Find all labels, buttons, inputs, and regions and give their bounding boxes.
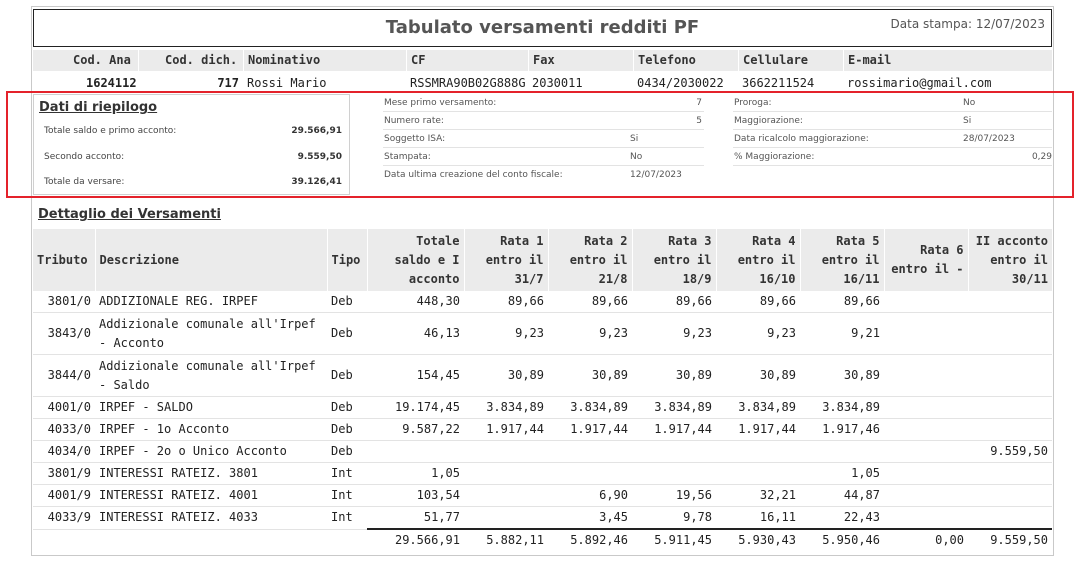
cell-descrizione: IRPEF - SALDO: [95, 397, 327, 419]
cell-r1: 30,89: [464, 355, 548, 397]
cell-descrizione: Addizionale comunale all'Irpef - Saldo: [95, 355, 327, 397]
cell-r6: [884, 291, 968, 313]
cell-empty: [327, 529, 367, 550]
total-r2: 5.892,46: [548, 529, 632, 550]
cell-r3: 9,78: [632, 507, 716, 530]
info-label: Mese primo versamento:: [384, 98, 497, 108]
th-rata5: Rata 5 entro il 16/11: [800, 229, 884, 291]
cell-totale: 9.587,22: [367, 419, 464, 441]
cell-descrizione: IRPEF - 1o Acconto: [95, 419, 327, 441]
cell-r2: 3,45: [548, 507, 632, 530]
table-row: [33, 419, 1052, 441]
cell-r4: 9,23: [716, 313, 800, 355]
cell-acc2: [968, 507, 1052, 530]
cell-empty: [95, 529, 327, 550]
cell-r4: 3.834,89: [716, 397, 800, 419]
divider: [733, 111, 1052, 112]
col-cf: CF: [407, 50, 529, 71]
col-cod-ana: Cod. Ana: [69, 50, 139, 71]
cell-r5: 9,21: [800, 313, 884, 355]
total-totale: 29.566,91: [367, 529, 464, 550]
cell-tipo: Deb: [327, 313, 367, 355]
total-r6: 0,00: [884, 529, 968, 550]
title-box: [33, 9, 1052, 47]
cell-r1: [464, 485, 548, 507]
cell-r6: [884, 441, 968, 463]
cell-acc2: 9.559,50: [968, 441, 1052, 463]
cell-totale: 154,45: [367, 355, 464, 397]
info-value: No: [630, 152, 643, 162]
table-row: [33, 313, 1052, 355]
summary-label: Totale saldo e primo acconto:: [44, 126, 177, 136]
table-row: [33, 291, 1052, 313]
cell-tipo: Deb: [327, 441, 367, 463]
info-label: % Maggiorazione:: [734, 152, 815, 162]
cell-totale: 1,05: [367, 463, 464, 485]
cell-acc2: [968, 419, 1052, 441]
cell-r3: [632, 441, 716, 463]
cell-r6: [884, 463, 968, 485]
cell-r3: 19,56: [632, 485, 716, 507]
th-rata6: Rata 6 entro il -: [884, 229, 968, 291]
cell-r3: 1.917,44: [632, 419, 716, 441]
cell-acc2: [968, 463, 1052, 485]
info-header-row: [33, 50, 1052, 71]
cell-tributo: 3843/0: [33, 313, 95, 355]
col-cellulare: Cellulare: [739, 50, 844, 71]
cell-r5: [800, 441, 884, 463]
info-value: Si: [963, 116, 972, 126]
summary-value: 9.559,50: [297, 152, 342, 162]
th-rata1: Rata 1 entro il 31/7: [464, 229, 548, 291]
cell-tributo: 3801/0: [33, 291, 95, 313]
th-rata4: Rata 4 entro il 16/10: [716, 229, 800, 291]
cell-acc2: [968, 313, 1052, 355]
cell-tributo: 4034/0: [33, 441, 95, 463]
info-value: 28/07/2023: [963, 134, 1015, 144]
summary-value: 29.566,91: [291, 126, 342, 136]
table-row: [33, 507, 1052, 530]
cell-r1: 1.917,44: [464, 419, 548, 441]
divider: [733, 165, 1052, 166]
cell-acc2: [968, 291, 1052, 313]
info-value: 0,29: [1031, 152, 1052, 162]
cell-r4: 16,11: [716, 507, 800, 530]
print-date: Data stampa: 12/07/2023: [890, 17, 1045, 31]
cell-totale: 51,77: [367, 507, 464, 530]
cell-tipo: Deb: [327, 397, 367, 419]
cell-tipo: Deb: [327, 419, 367, 441]
cell-r2: [548, 441, 632, 463]
cell-r6: [884, 355, 968, 397]
cell-r4: 89,66: [716, 291, 800, 313]
cell-r6: [884, 419, 968, 441]
th-descrizione: Descrizione: [95, 229, 327, 291]
cell-r4: 32,21: [716, 485, 800, 507]
total-r1: 5.882,11: [464, 529, 548, 550]
cell-r2: [548, 463, 632, 485]
val-cod-ana: 1624112: [86, 76, 137, 90]
cell-tributo: 4033/9: [33, 507, 95, 530]
cell-r3: 30,89: [632, 355, 716, 397]
divider: [383, 165, 704, 166]
payments-table: [33, 229, 1052, 550]
table-row: [33, 397, 1052, 419]
cell-r2: 9,23: [548, 313, 632, 355]
val-fax: 2030011: [532, 76, 583, 90]
cell-tributo: 3844/0: [33, 355, 95, 397]
cell-r1: [464, 507, 548, 530]
cell-r1: [464, 463, 548, 485]
val-cod-dich: 717: [217, 76, 239, 90]
table-row: [33, 355, 1052, 397]
info-value: 12/07/2023: [630, 170, 682, 180]
info-label: Numero rate:: [384, 116, 444, 126]
page-title: Tabulato versamenti redditi PF: [385, 17, 700, 38]
cell-acc2: [968, 485, 1052, 507]
total-r4: 5.930,43: [716, 529, 800, 550]
col-cod-dich: Cod. dich.: [139, 50, 244, 71]
cell-r4: 30,89: [716, 355, 800, 397]
cell-r1: 89,66: [464, 291, 548, 313]
cell-r2: 1.917,44: [548, 419, 632, 441]
cell-r5: 22,43: [800, 507, 884, 530]
cell-r2: 6,90: [548, 485, 632, 507]
cell-r3: 3.834,89: [632, 397, 716, 419]
col-email: E-mail: [848, 53, 892, 67]
info-value: Si: [630, 134, 639, 144]
info-label: Data ricalcolo maggiorazione:: [734, 134, 869, 144]
cell-r1: 9,23: [464, 313, 548, 355]
cell-r3: [632, 463, 716, 485]
th-tributo: Tributo: [33, 229, 95, 291]
cell-r2: 3.834,89: [548, 397, 632, 419]
info-label: Proroga:: [734, 98, 772, 108]
totals-row: [33, 529, 1052, 550]
info-values-row: [33, 73, 1052, 93]
summary-value: 39.126,41: [291, 177, 342, 187]
cell-tipo: Deb: [327, 355, 367, 397]
info-label: Maggiorazione:: [734, 116, 803, 126]
divider: [733, 129, 1052, 130]
cell-tributo: 4033/0: [33, 419, 95, 441]
cell-acc2: [968, 397, 1052, 419]
cell-tributo: 4001/0: [33, 397, 95, 419]
table-row: [33, 485, 1052, 507]
summary-label: Secondo acconto:: [44, 152, 125, 162]
val-cf: RSSMRA90B02G888G: [410, 76, 526, 90]
info-label: Stampata:: [384, 152, 431, 162]
table-row: [33, 441, 1052, 463]
cell-r6: [884, 397, 968, 419]
cell-r5: 1.917,46: [800, 419, 884, 441]
col-telefono: Telefono: [634, 50, 739, 71]
divider: [383, 147, 704, 148]
cell-tipo: Int: [327, 507, 367, 530]
cell-r5: 30,89: [800, 355, 884, 397]
cell-r3: 89,66: [632, 291, 716, 313]
total-r3: 5.911,45: [632, 529, 716, 550]
th-tipo: Tipo: [327, 229, 367, 291]
info-value: 7: [696, 98, 702, 108]
th-rata3: Rata 3 entro il 18/9: [632, 229, 716, 291]
cell-r3: 9,23: [632, 313, 716, 355]
cell-empty: [33, 529, 95, 550]
cell-tipo: Deb: [327, 291, 367, 313]
cell-descrizione: ADDIZIONALE REG. IRPEF: [95, 291, 327, 313]
cell-totale: 46,13: [367, 313, 464, 355]
cell-r2: 89,66: [548, 291, 632, 313]
val-telefono: 0434/2030022: [637, 76, 724, 90]
divider: [383, 129, 704, 130]
info-value: No: [963, 98, 976, 108]
cell-tributo: 3801/9: [33, 463, 95, 485]
th-rata2: Rata 2 entro il 21/8: [548, 229, 632, 291]
cell-r6: [884, 507, 968, 530]
divider: [383, 111, 704, 112]
cell-tipo: Int: [327, 463, 367, 485]
th-totale: Totale saldo e I acconto: [367, 229, 464, 291]
total-r5: 5.950,46: [800, 529, 884, 550]
cell-acc2: [968, 355, 1052, 397]
cell-descrizione: IRPEF - 2o o Unico Acconto: [95, 441, 327, 463]
cell-r6: [884, 313, 968, 355]
cell-tipo: Int: [327, 485, 367, 507]
cell-totale: [367, 441, 464, 463]
val-nominativo: Rossi Mario: [247, 76, 327, 90]
cell-descrizione: Addizionale comunale all'Irpef - Acconto: [95, 313, 327, 355]
cell-r5: 89,66: [800, 291, 884, 313]
cell-r2: 30,89: [548, 355, 632, 397]
col-nominativo: Nominativo: [244, 50, 407, 71]
cell-descrizione: INTERESSI RATEIZ. 3801: [95, 463, 327, 485]
total-acc2: 9.559,50: [968, 529, 1052, 550]
col-fax: Fax: [529, 50, 634, 71]
val-cellulare: 3662211524: [742, 76, 815, 90]
cell-r5: 44,87: [800, 485, 884, 507]
cell-r5: 1,05: [800, 463, 884, 485]
cell-r1: [464, 441, 548, 463]
val-email: rossimario@gmail.com: [847, 76, 992, 90]
cell-r4: [716, 463, 800, 485]
table-row: [33, 463, 1052, 485]
table-header-row: [33, 229, 1052, 291]
summary-title: Dati di riepilogo: [39, 100, 158, 115]
cell-r6: [884, 485, 968, 507]
cell-r5: 3.834,89: [800, 397, 884, 419]
th-acconto2: II acconto entro il 30/11: [968, 229, 1052, 291]
info-label: Soggetto ISA:: [384, 134, 446, 144]
cell-totale: 19.174,45: [367, 397, 464, 419]
cell-r1: 3.834,89: [464, 397, 548, 419]
detail-title: Dettaglio dei Versamenti: [38, 207, 221, 222]
cell-r4: 1.917,44: [716, 419, 800, 441]
cell-totale: 448,30: [367, 291, 464, 313]
cell-tributo: 4001/9: [33, 485, 95, 507]
info-value: 5: [696, 116, 702, 126]
summary-label: Totale da versare:: [44, 177, 125, 187]
cell-totale: 103,54: [367, 485, 464, 507]
info-label: Data ultima creazione del conto fiscale:: [384, 170, 563, 180]
cell-r4: [716, 441, 800, 463]
cell-descrizione: INTERESSI RATEIZ. 4001: [95, 485, 327, 507]
divider: [733, 147, 1052, 148]
cell-descrizione: INTERESSI RATEIZ. 4033: [95, 507, 327, 530]
